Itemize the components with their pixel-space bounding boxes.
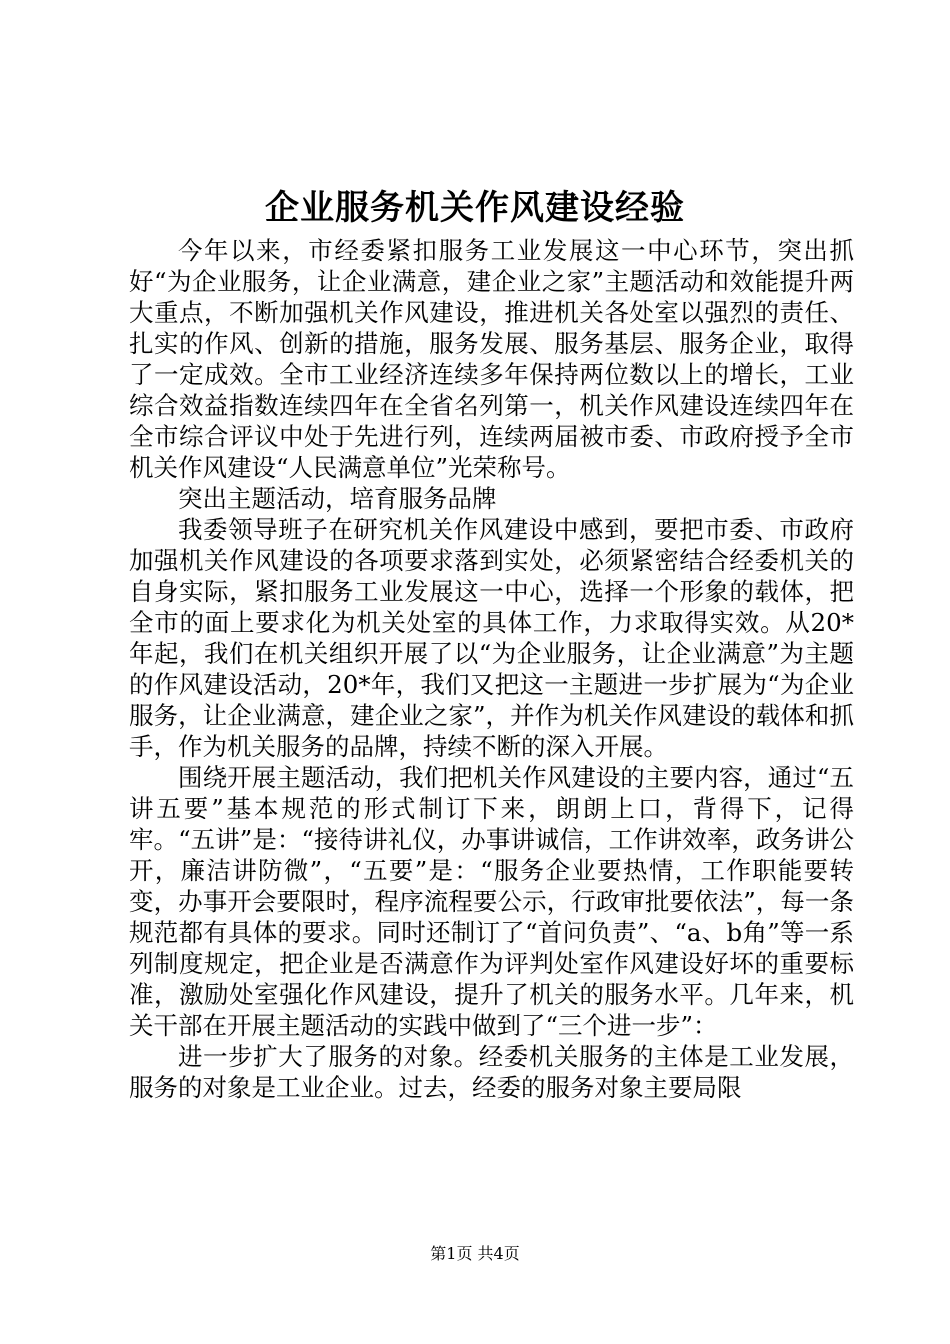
document-title: 企业服务机关作风建设经验 [265,188,685,228]
paragraph-service-scope: 进一步扩大了服务的对象。经委机关服务的主体是工业发展，服务的对象是工业企业。过去，经委的服务对象主要局限 [129,1042,854,1102]
paragraph-intro: 今年以来，市经委紧扣服务工业发展这一中心环节，突出抓好“为企业服务，让企业满意，建企业之家”主题活动和效能提升两大重点，不断加强机关作风建设，推进机关各处室以强烈的责任、扎实的作风、创新的措施，服务发展、服务基层、服务企业，取得了一定成效。全市工业经济连续多年保持两位数以上的增长，工业综合效益指数连续四年在全省名列第一，机关作风建设连续四年在全市综合评议中处于先进行列，连续两届被市委、市政府授予全市机关作风建设“人民满意单位”光荣称号。 [129,236,854,482]
paragraph-theme-activity: 我委领导班子在研究机关作风建设中感到，要把市委、市政府加强机关作风建设的各项要求落到实处，必须紧密结合经委机关的自身实际，紧扣服务工业发展这一中心，选择一个形象的载体，把全市的面上要求化为机关处室的具体工作，力求取得实效。从20*年起，我们在机关组织开展了以“为企业服务，让企业满意”为主题的作风建设活动，20*年，我们又把这一主题进一步扩展为“为企业服务，让企业满意，建企业之家”，并作为机关作风建设的载体和抓手，作为机关服务的品牌，持续不断的深入开展。 [129,515,854,761]
paragraph-five-rules: 围绕开展主题活动，我们把机关作风建设的主要内容，通过“五讲五要”基本规范的形式制订下来，朗朗上口，背得下，记得牢。“五讲”是：“接待讲礼仪，办事讲诚信，工作讲效率，政务讲公开，廉洁讲防微”，“五要”是：“服务企业要热情，工作职能要转变，办事开会要限时，程序流程要公示，行政审批要依法”，每一条规范都有具体的要求。同时还制订了“首问负责”、“a、b角”等一系列制度规定，把企业是否满意作为评判处室作风建设好坏的重要标准，激励处室强化作风建设，提升了机关的服务水平。几年来，机关干部在开展主题活动的实践中做到了“三个进一步”： [129,763,854,1040]
page-footer: 第1页 共4页 [430,1244,520,1263]
section-heading: 突出主题活动，培育服务品牌 [178,484,497,513]
document-body [129,235,854,1103]
